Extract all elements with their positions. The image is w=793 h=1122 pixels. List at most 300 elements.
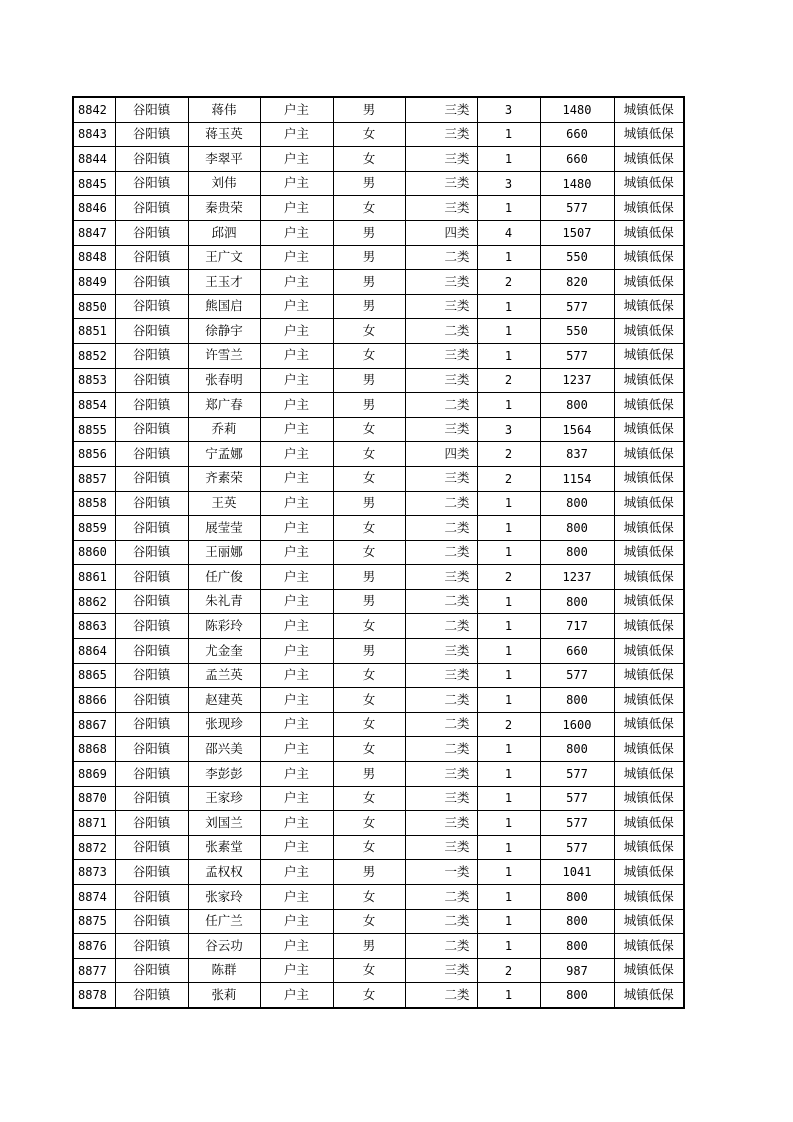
name-cell: 郑广春 [188,393,260,418]
serial-number-cell: 8871 [73,811,115,836]
amount-cell: 577 [540,196,614,221]
assistance-type-cell: 城镇低保 [614,294,684,319]
household-size-cell: 2 [477,270,540,295]
name-cell: 王英 [188,491,260,516]
assistance-type-cell: 城镇低保 [614,466,684,491]
table-row [73,245,684,270]
relation-cell: 户主 [260,885,333,910]
township-cell: 谷阳镇 [115,737,188,762]
relation-cell: 户主 [260,196,333,221]
category-cell: 四类 [405,442,477,467]
assistance-type-cell: 城镇低保 [614,97,684,122]
township-cell: 谷阳镇 [115,835,188,860]
table-row [73,663,684,688]
township-cell: 谷阳镇 [115,885,188,910]
township-cell: 谷阳镇 [115,442,188,467]
serial-number-cell: 8875 [73,909,115,934]
relation-cell: 户主 [260,712,333,737]
name-cell: 秦贵荣 [188,196,260,221]
relation-cell: 户主 [260,294,333,319]
relation-cell: 户主 [260,491,333,516]
township-cell: 谷阳镇 [115,663,188,688]
relation-cell: 户主 [260,958,333,983]
name-cell: 张现珍 [188,712,260,737]
gender-cell: 女 [333,614,405,639]
serial-number-cell: 8859 [73,516,115,541]
category-cell: 三类 [405,417,477,442]
table-row [73,860,684,885]
household-size-cell: 1 [477,147,540,172]
serial-number-cell: 8856 [73,442,115,467]
table-row [73,122,684,147]
relation-cell: 户主 [260,442,333,467]
table-row [73,294,684,319]
category-cell: 二类 [405,589,477,614]
household-size-cell: 1 [477,835,540,860]
category-cell: 二类 [405,909,477,934]
gender-cell: 男 [333,270,405,295]
relation-cell: 户主 [260,762,333,787]
household-size-cell: 2 [477,466,540,491]
table-row [73,97,684,122]
serial-number-cell: 8853 [73,368,115,393]
name-cell: 张素堂 [188,835,260,860]
household-size-cell: 2 [477,958,540,983]
table-row [73,909,684,934]
township-cell: 谷阳镇 [115,147,188,172]
assistance-type-cell: 城镇低保 [614,589,684,614]
township-cell: 谷阳镇 [115,786,188,811]
table-row [73,220,684,245]
relation-cell: 户主 [260,245,333,270]
relation-cell: 户主 [260,466,333,491]
township-cell: 谷阳镇 [115,983,188,1008]
relation-cell: 户主 [260,614,333,639]
name-cell: 蒋玉英 [188,122,260,147]
serial-number-cell: 8876 [73,934,115,959]
category-cell: 二类 [405,712,477,737]
table-row [73,885,684,910]
table-row [73,712,684,737]
category-cell: 三类 [405,762,477,787]
relation-cell: 户主 [260,786,333,811]
amount-cell: 800 [540,491,614,516]
gender-cell: 女 [333,196,405,221]
household-size-cell: 1 [477,319,540,344]
amount-cell: 660 [540,147,614,172]
household-size-cell: 2 [477,442,540,467]
serial-number-cell: 8867 [73,712,115,737]
gender-cell: 男 [333,934,405,959]
relation-cell: 户主 [260,688,333,713]
township-cell: 谷阳镇 [115,762,188,787]
name-cell: 展莹莹 [188,516,260,541]
name-cell: 谷云功 [188,934,260,959]
assistance-type-cell: 城镇低保 [614,368,684,393]
household-size-cell: 1 [477,811,540,836]
township-cell: 谷阳镇 [115,909,188,934]
household-size-cell: 1 [477,540,540,565]
category-cell: 三类 [405,639,477,664]
assistance-type-cell: 城镇低保 [614,442,684,467]
household-size-cell: 1 [477,786,540,811]
gender-cell: 男 [333,565,405,590]
table-row [73,442,684,467]
name-cell: 徐静宇 [188,319,260,344]
category-cell: 三类 [405,958,477,983]
amount-cell: 577 [540,786,614,811]
table-row [73,934,684,959]
township-cell: 谷阳镇 [115,688,188,713]
serial-number-cell: 8852 [73,343,115,368]
gender-cell: 男 [333,762,405,787]
name-cell: 邱泗 [188,220,260,245]
name-cell: 王丽娜 [188,540,260,565]
category-cell: 三类 [405,466,477,491]
household-size-cell: 1 [477,762,540,787]
category-cell: 二类 [405,319,477,344]
township-cell: 谷阳镇 [115,319,188,344]
township-cell: 谷阳镇 [115,811,188,836]
category-cell: 二类 [405,393,477,418]
assistance-type-cell: 城镇低保 [614,983,684,1008]
relation-cell: 户主 [260,97,333,122]
amount-cell: 550 [540,319,614,344]
category-cell: 三类 [405,294,477,319]
gender-cell: 女 [333,663,405,688]
category-cell: 二类 [405,688,477,713]
table-row [73,466,684,491]
household-size-cell: 1 [477,196,540,221]
amount-cell: 577 [540,663,614,688]
serial-number-cell: 8848 [73,245,115,270]
table-row [73,319,684,344]
assistance-type-cell: 城镇低保 [614,614,684,639]
assistance-type-cell: 城镇低保 [614,565,684,590]
serial-number-cell: 8849 [73,270,115,295]
assistance-type-cell: 城镇低保 [614,540,684,565]
serial-number-cell: 8855 [73,417,115,442]
category-cell: 二类 [405,516,477,541]
relation-cell: 户主 [260,171,333,196]
amount-cell: 1507 [540,220,614,245]
table-row [73,516,684,541]
assistance-type-cell: 城镇低保 [614,319,684,344]
table-row [73,688,684,713]
gender-cell: 女 [333,122,405,147]
category-cell: 二类 [405,983,477,1008]
name-cell: 张春明 [188,368,260,393]
relation-cell: 户主 [260,909,333,934]
assistance-type-cell: 城镇低保 [614,663,684,688]
table-row [73,614,684,639]
gender-cell: 男 [333,97,405,122]
category-cell: 三类 [405,270,477,295]
township-cell: 谷阳镇 [115,491,188,516]
township-cell: 谷阳镇 [115,294,188,319]
table-row [73,983,684,1008]
table-row [73,762,684,787]
township-cell: 谷阳镇 [115,958,188,983]
relation-cell: 户主 [260,589,333,614]
gender-cell: 女 [333,688,405,713]
name-cell: 熊国启 [188,294,260,319]
name-cell: 尤金奎 [188,639,260,664]
assistance-type-cell: 城镇低保 [614,417,684,442]
table-row [73,540,684,565]
household-size-cell: 2 [477,712,540,737]
assistance-type-cell: 城镇低保 [614,811,684,836]
assistance-type-cell: 城镇低保 [614,835,684,860]
table-row [73,565,684,590]
name-cell: 任广兰 [188,909,260,934]
amount-cell: 987 [540,958,614,983]
name-cell: 陈彩玲 [188,614,260,639]
category-cell: 三类 [405,122,477,147]
serial-number-cell: 8873 [73,860,115,885]
gender-cell: 男 [333,639,405,664]
serial-number-cell: 8861 [73,565,115,590]
table-row [73,417,684,442]
assistance-type-cell: 城镇低保 [614,762,684,787]
township-cell: 谷阳镇 [115,466,188,491]
category-cell: 二类 [405,737,477,762]
gender-cell: 男 [333,589,405,614]
amount-cell: 1600 [540,712,614,737]
household-size-cell: 2 [477,368,540,393]
name-cell: 齐素荣 [188,466,260,491]
gender-cell: 男 [333,294,405,319]
category-cell: 四类 [405,220,477,245]
relation-cell: 户主 [260,516,333,541]
assistance-type-cell: 城镇低保 [614,491,684,516]
township-cell: 谷阳镇 [115,516,188,541]
gender-cell: 女 [333,983,405,1008]
amount-cell: 800 [540,983,614,1008]
name-cell: 朱礼青 [188,589,260,614]
assistance-type-cell: 城镇低保 [614,639,684,664]
assistance-type-cell: 城镇低保 [614,270,684,295]
category-cell: 三类 [405,565,477,590]
relation-cell: 户主 [260,860,333,885]
assistance-type-cell: 城镇低保 [614,860,684,885]
name-cell: 李彭彭 [188,762,260,787]
gender-cell: 女 [333,909,405,934]
assistance-type-cell: 城镇低保 [614,147,684,172]
category-cell: 二类 [405,934,477,959]
relation-cell: 户主 [260,565,333,590]
township-cell: 谷阳镇 [115,343,188,368]
gender-cell: 女 [333,516,405,541]
name-cell: 许雪兰 [188,343,260,368]
name-cell: 王玉才 [188,270,260,295]
table-row [73,737,684,762]
amount-cell: 660 [540,122,614,147]
household-size-cell: 3 [477,171,540,196]
name-cell: 李翠平 [188,147,260,172]
name-cell: 张家玲 [188,885,260,910]
township-cell: 谷阳镇 [115,270,188,295]
household-size-cell: 1 [477,589,540,614]
name-cell: 孟兰英 [188,663,260,688]
gender-cell: 男 [333,860,405,885]
gender-cell: 男 [333,220,405,245]
name-cell: 蒋伟 [188,97,260,122]
category-cell: 二类 [405,614,477,639]
household-size-cell: 1 [477,614,540,639]
relation-cell: 户主 [260,663,333,688]
amount-cell: 820 [540,270,614,295]
gender-cell: 男 [333,245,405,270]
household-size-cell: 1 [477,122,540,147]
serial-number-cell: 8865 [73,663,115,688]
amount-cell: 800 [540,934,614,959]
table-row [73,171,684,196]
township-cell: 谷阳镇 [115,245,188,270]
table-row [73,491,684,516]
assistance-type-cell: 城镇低保 [614,688,684,713]
amount-cell: 800 [540,909,614,934]
assistance-type-cell: 城镇低保 [614,516,684,541]
relation-cell: 户主 [260,270,333,295]
amount-cell: 800 [540,688,614,713]
serial-number-cell: 8870 [73,786,115,811]
amount-cell: 800 [540,393,614,418]
category-cell: 二类 [405,491,477,516]
township-cell: 谷阳镇 [115,122,188,147]
category-cell: 三类 [405,97,477,122]
assistance-type-cell: 城镇低保 [614,909,684,934]
household-size-cell: 3 [477,417,540,442]
gender-cell: 女 [333,786,405,811]
township-cell: 谷阳镇 [115,639,188,664]
assistance-type-cell: 城镇低保 [614,245,684,270]
gender-cell: 女 [333,466,405,491]
name-cell: 孟权权 [188,860,260,885]
gender-cell: 男 [333,171,405,196]
serial-number-cell: 8851 [73,319,115,344]
category-cell: 二类 [405,540,477,565]
township-cell: 谷阳镇 [115,97,188,122]
category-cell: 二类 [405,245,477,270]
assistance-type-cell: 城镇低保 [614,958,684,983]
assistance-type-cell: 城镇低保 [614,220,684,245]
serial-number-cell: 8843 [73,122,115,147]
table-row [73,368,684,393]
amount-cell: 717 [540,614,614,639]
household-size-cell: 1 [477,294,540,319]
amount-cell: 1237 [540,368,614,393]
relation-cell: 户主 [260,393,333,418]
assistance-type-cell: 城镇低保 [614,934,684,959]
township-cell: 谷阳镇 [115,417,188,442]
name-cell: 赵建英 [188,688,260,713]
township-cell: 谷阳镇 [115,540,188,565]
name-cell: 张莉 [188,983,260,1008]
household-size-cell: 2 [477,565,540,590]
welfare-recipient-table [72,96,685,1009]
amount-cell: 1154 [540,466,614,491]
category-cell: 三类 [405,663,477,688]
relation-cell: 户主 [260,343,333,368]
assistance-type-cell: 城镇低保 [614,786,684,811]
serial-number-cell: 8844 [73,147,115,172]
household-size-cell: 1 [477,245,540,270]
gender-cell: 女 [333,737,405,762]
amount-cell: 577 [540,811,614,836]
household-size-cell: 1 [477,909,540,934]
amount-cell: 550 [540,245,614,270]
table-row [73,589,684,614]
gender-cell: 女 [333,442,405,467]
amount-cell: 577 [540,294,614,319]
household-size-cell: 1 [477,639,540,664]
amount-cell: 1480 [540,171,614,196]
assistance-type-cell: 城镇低保 [614,393,684,418]
household-size-cell: 1 [477,393,540,418]
gender-cell: 女 [333,811,405,836]
relation-cell: 户主 [260,319,333,344]
household-size-cell: 1 [477,983,540,1008]
serial-number-cell: 8866 [73,688,115,713]
assistance-type-cell: 城镇低保 [614,171,684,196]
household-size-cell: 1 [477,343,540,368]
gender-cell: 男 [333,368,405,393]
amount-cell: 1564 [540,417,614,442]
township-cell: 谷阳镇 [115,860,188,885]
relation-cell: 户主 [260,540,333,565]
name-cell: 陈群 [188,958,260,983]
gender-cell: 女 [333,147,405,172]
gender-cell: 男 [333,393,405,418]
relation-cell: 户主 [260,811,333,836]
category-cell: 三类 [405,343,477,368]
amount-cell: 1480 [540,97,614,122]
township-cell: 谷阳镇 [115,196,188,221]
household-size-cell: 3 [477,97,540,122]
serial-number-cell: 8874 [73,885,115,910]
relation-cell: 户主 [260,147,333,172]
serial-number-cell: 8845 [73,171,115,196]
assistance-type-cell: 城镇低保 [614,343,684,368]
serial-number-cell: 8868 [73,737,115,762]
serial-number-cell: 8854 [73,393,115,418]
category-cell: 三类 [405,835,477,860]
category-cell: 三类 [405,811,477,836]
amount-cell: 837 [540,442,614,467]
township-cell: 谷阳镇 [115,220,188,245]
serial-number-cell: 8872 [73,835,115,860]
gender-cell: 女 [333,712,405,737]
serial-number-cell: 8850 [73,294,115,319]
amount-cell: 1237 [540,565,614,590]
amount-cell: 800 [540,885,614,910]
gender-cell: 女 [333,958,405,983]
township-cell: 谷阳镇 [115,589,188,614]
relation-cell: 户主 [260,639,333,664]
household-size-cell: 1 [477,860,540,885]
assistance-type-cell: 城镇低保 [614,885,684,910]
category-cell: 三类 [405,368,477,393]
serial-number-cell: 8863 [73,614,115,639]
assistance-type-cell: 城镇低保 [614,712,684,737]
township-cell: 谷阳镇 [115,712,188,737]
table-row [73,958,684,983]
serial-number-cell: 8846 [73,196,115,221]
relation-cell: 户主 [260,220,333,245]
amount-cell: 800 [540,589,614,614]
household-size-cell: 1 [477,934,540,959]
